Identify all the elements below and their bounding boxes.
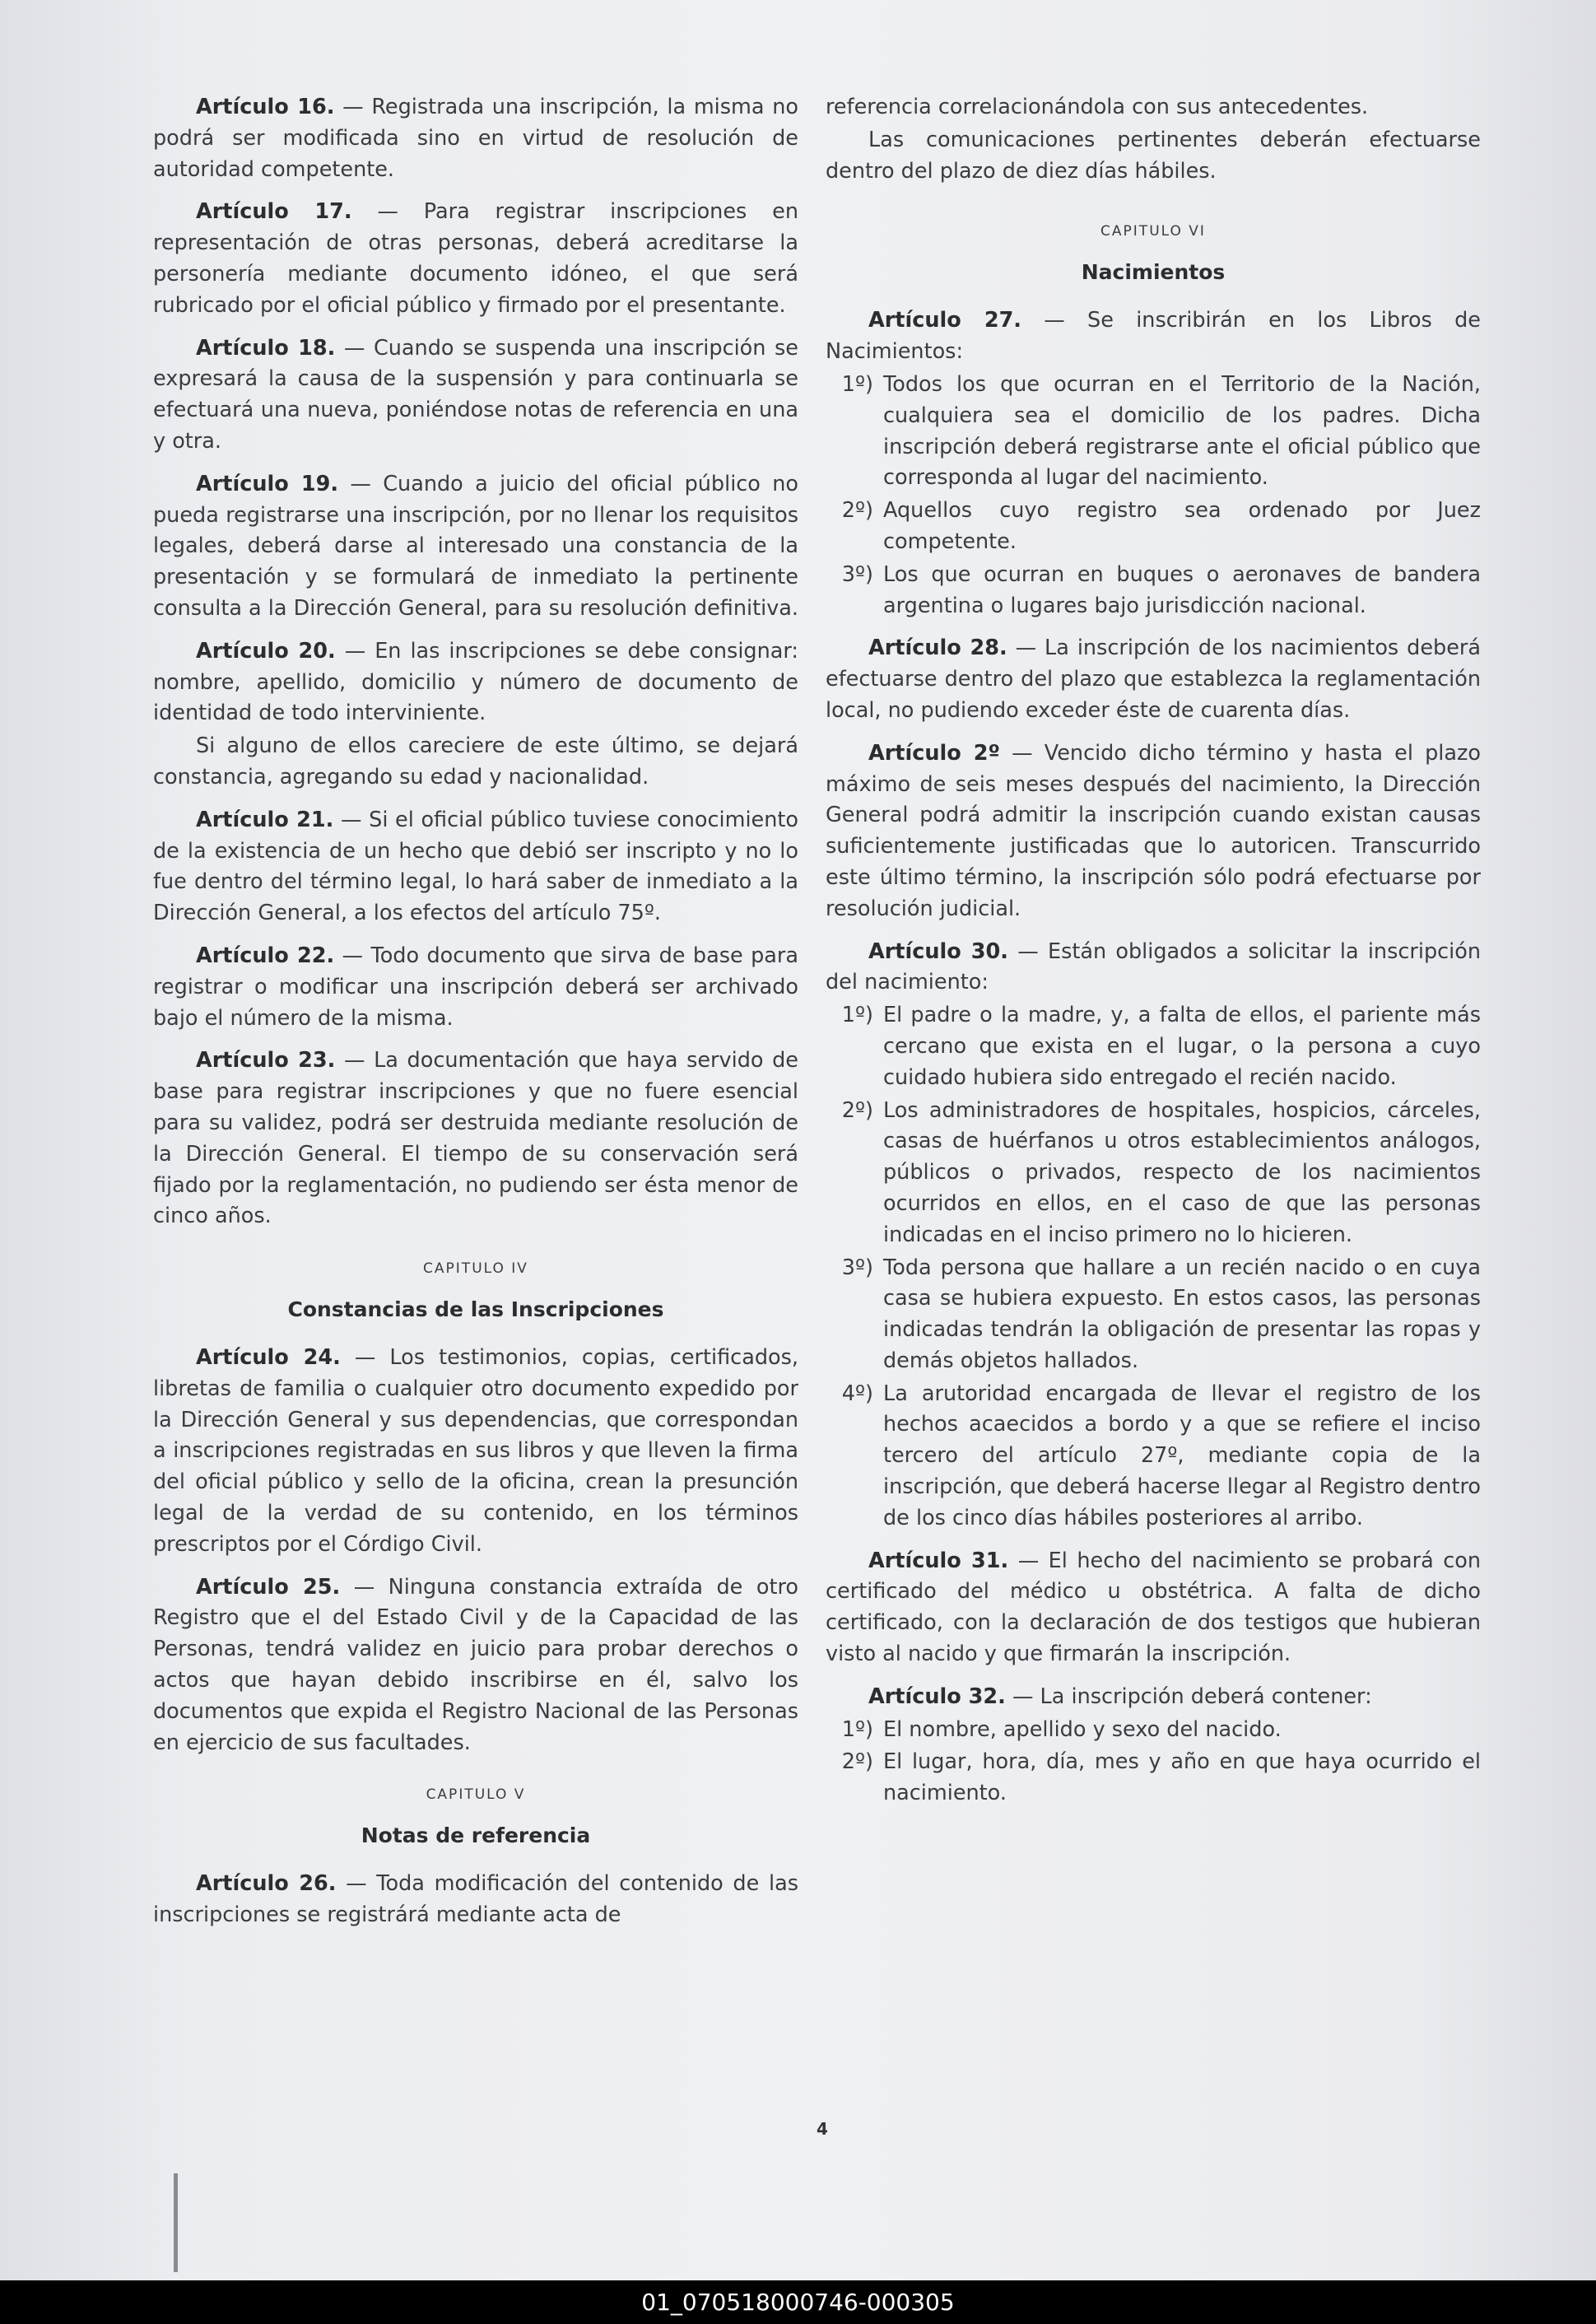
item-text: El padre o la madre, y, a falta de ellos, el pariente más cercano que exista en el lugar, o la persona a cuyo cuidado hubiera sido entregado el recién nacido. <box>883 1003 1481 1090</box>
article-text: — Los testimonios, copias, certificados, libretas de familia o cualquier otro documento expedido por la Dirección General y sus dependencias, que correspondan a inscripciones registradas en sus libros y que lleven la firma del oficial público y sello de la oficina, crean la presunción legal de la verdad de su contenido, en los términos prescriptos por el Córdigo Civil. <box>153 1345 799 1557</box>
article-heading: Artículo 17. <box>196 199 352 225</box>
article-heading: Artículo 24. <box>196 1345 341 1371</box>
article-text: — El hecho del nacimiento se probará con certificado del médico u obstétrica. A falta de dicho certificado, con la declaración de dos testigos que hubieran visto al nacido y que firmarán la inscripción. <box>826 1548 1481 1667</box>
chapter-label: CAPITULO VI <box>1100 223 1206 240</box>
chapter-title: Constancias de las Inscripciones <box>287 1297 664 1322</box>
article-text: — Cuando a juicio del oficial público no pueda registrarse una inscripción, por no llenar los requisitos legales, deberá darse al interesado una constancia de la presentación y se formulará de inmediato la pertinente consulta a la Dirección General, para su resolución definitiva. <box>153 471 799 621</box>
article-heading: Artículo 31. <box>868 1548 1009 1573</box>
item-number: 2º) <box>841 1749 873 1775</box>
article-text: Si alguno de ellos careciere de este último, se dejará constancia, agregando su edad y nacionalidad. <box>153 734 798 789</box>
item-text: Toda persona que hallare a un recién nacido o en cuya casa se hubiera expuesto. En estos casos, las personas indicadas tendrán la obligación de presentar las ropas y demás objetos hallados. <box>883 1255 1481 1373</box>
chapter-label: CAPITULO IV <box>423 1260 528 1278</box>
article <box>153 1343 798 1561</box>
article-text: — Registrada una inscripción, la misma no podrá ser modificada sino en virtud de resolución de autoridad competente. <box>153 95 798 182</box>
list-item <box>826 1715 1481 1746</box>
item-text: Aquellos cuyo registro sea ordenado por Juez competente. <box>883 498 1481 554</box>
left-articles-2 <box>153 1343 798 1758</box>
list-item <box>826 1096 1481 1251</box>
article-29 <box>826 738 1481 925</box>
article-text: — Vencido dicho término y hasta el plazo máximo de seis meses después del nacimiento, la Dirección General podrá admitir la inscripción cuando existan causas suficientemente justificadas que lo autoricen. Transcurrido este último término, la inscripción sólo podrá efectuarse por resolución judicial. <box>826 740 1482 921</box>
article-text: — Ninguna constancia extraída de otro Registro que el del Estado Civil y de la Capacidad de las Personas, tendrá validez en juicio para probar derechos o actos que hayan debido inscribirse en él, salvo los documentos que expida el Registro Nacional de las Personas en ejercicio de sus facultades. <box>153 1574 798 1755</box>
article-text: — Si el oficial público tuviese conocimiento de la existencia de un hecho que debió ser inscripto y no lo fue dentro del término legal, lo hará saber de inmediato a la Dirección General, a los efectos del artículo 75º. <box>153 807 798 926</box>
article-items <box>826 370 1481 622</box>
article-text: referencia correlacionándola con sus antecedentes. <box>826 95 1369 119</box>
article <box>153 1046 798 1232</box>
article-32 <box>826 1682 1481 1809</box>
article-heading: Artículo 21. <box>196 807 334 832</box>
list-item <box>826 1747 1481 1809</box>
list-item <box>826 560 1481 622</box>
article-heading: Artículo 2º <box>868 740 1000 766</box>
article <box>153 1572 798 1759</box>
item-number: 1º) <box>841 1003 873 1028</box>
article-text: — En las inscripciones se debe consignar: nombre, apellido, domicilio y número de documento de identidad de todo interviniente. <box>153 638 799 726</box>
article-heading: Artículo 27. <box>868 308 1021 333</box>
item-number: 4º) <box>841 1381 873 1406</box>
article <box>153 636 798 794</box>
article-heading: Artículo 32. <box>868 1684 1006 1709</box>
article-text: Las comunicaciones pertinentes deberán efectuarse dentro del plazo de diez días hábiles. <box>826 127 1481 184</box>
article-text: — Para registrar inscripciones en representación de otras personas, deberá acreditarse la personería mediante documento idóneo, el que será rubricado por el oficial público y firmado por el presentante. <box>153 199 798 318</box>
article-text: — La inscripción de los nacimientos deberá efectuarse dentro del plazo que establezca la reglamentación local, no pudiendo exceder éste de cuarenta días. <box>826 636 1482 723</box>
list-item <box>826 1253 1481 1377</box>
article <box>153 941 798 1034</box>
article-text: — La inscripción deberá contener: <box>1012 1684 1372 1709</box>
article-text: — Cuando se suspenda una inscripción se expresará la causa de la suspensión y para continuarla se efectuará una nueva, poniéndose notas de referencia en una y otra. <box>153 335 798 454</box>
article-30 <box>826 937 1481 1535</box>
article-text: — Se inscribirán en los Libros de Nacimientos: <box>826 308 1481 365</box>
item-text: Todos los que ocurran en el Territorio de la Nación, cualquiera sea el domicilio de los padres. Dicha inscripción deberá registrarse ante el oficial público que corresponda al lugar del nacimiento. <box>883 371 1481 491</box>
article <box>153 197 798 321</box>
chapter-vi <box>826 220 1481 287</box>
article-heading: Artículo 23. <box>196 1048 336 1074</box>
item-number: 1º) <box>841 371 873 397</box>
article-26 <box>153 1869 798 1931</box>
item-text: Los administradores de hospitales, hospicios, cárceles, casas de huérfanos u otros establecimientos análogos, públicos o privados, respecto de los nacimientos ocurridos en ellos, en el caso de que las personas indicadas en el inciso primero no lo hicieren. <box>883 1097 1481 1247</box>
article-heading: Artículo 20. <box>196 638 336 664</box>
article-items <box>826 1715 1481 1809</box>
list-item <box>826 496 1481 558</box>
list-item <box>826 1000 1481 1093</box>
article-heading: Artículo 18. <box>196 335 336 361</box>
article-heading: Artículo 25. <box>196 1574 341 1600</box>
list-item <box>826 370 1481 494</box>
item-number: 1º) <box>841 1716 873 1742</box>
article-text: — Todo documento que sirva de base para registrar o modificar una inscripción deberá ser archivado bajo el número de la misma. <box>153 943 798 1031</box>
article-text: — La documentación que haya servido de base para registrar inscripciones y que no fuere esencial para su validez, podrá ser destruida mediante resolución de la Dirección General. El tiempo de su conservación será fijado por la reglamentación, no pudiendo ser ésta menor de cinco años. <box>153 1048 798 1229</box>
chapter-v <box>153 1783 798 1851</box>
article-28 <box>826 633 1481 726</box>
right-column <box>826 92 1481 1821</box>
article-26-continued <box>826 92 1481 187</box>
page-number: 4 <box>817 2119 828 2139</box>
chapter-title: Notas de referencia <box>361 1823 591 1848</box>
item-text: El lugar, hora, día, mes y año en que haya ocurrido el nacimiento. <box>883 1749 1481 1806</box>
item-number: 2º) <box>841 1097 873 1123</box>
article-text: — Están obligados a solicitar la inscripción del nacimiento: <box>826 938 1481 995</box>
article <box>153 333 798 458</box>
article-31 <box>826 1546 1481 1670</box>
chapter-iv <box>153 1257 798 1325</box>
article-heading: Artículo 30. <box>868 938 1008 964</box>
article-heading: Artículo 16. <box>196 95 335 119</box>
article <box>153 92 798 185</box>
item-text: La arutoridad encargada de llevar el registro de los hechos acaecidos a bordo y a que se refiere el inciso tercero del artículo 27º, mediante copia de la inscripción, que deberá hacerse llegar al Registro dentro de los cinco días hábiles posteriores al arribo. <box>883 1381 1481 1530</box>
image-id-footer: 01_070518000746-000305 <box>0 2280 1596 2324</box>
chapter-title: Nacimientos <box>1081 260 1226 285</box>
article-heading: Artículo 26. <box>196 1871 337 1897</box>
item-text: El nombre, apellido y sexo del nacido. <box>883 1716 1282 1742</box>
article <box>153 469 798 625</box>
article-text: — Toda modificación del contenido de las inscripciones se registrárá mediante acta de <box>153 1871 798 1928</box>
left-articles <box>153 92 798 1232</box>
item-number: 3º) <box>841 1255 873 1280</box>
chapter-label: CAPITULO V <box>426 1786 526 1804</box>
article-heading: Artículo 19. <box>196 471 339 496</box>
article-heading: Artículo 22. <box>196 943 335 968</box>
scan-edge-mark <box>174 2173 178 2272</box>
item-text: Los que ocurran en buques o aeronaves de bandera argentina o lugares bajo jurisdicción nacional. <box>883 561 1481 618</box>
article-27 <box>826 305 1481 622</box>
article <box>153 805 798 929</box>
item-number: 2º) <box>841 498 873 524</box>
article-heading: Artículo 28. <box>868 636 1007 661</box>
article-items <box>826 1000 1481 1535</box>
list-item <box>826 1379 1481 1535</box>
item-number: 3º) <box>841 561 873 587</box>
left-column <box>153 92 798 1943</box>
